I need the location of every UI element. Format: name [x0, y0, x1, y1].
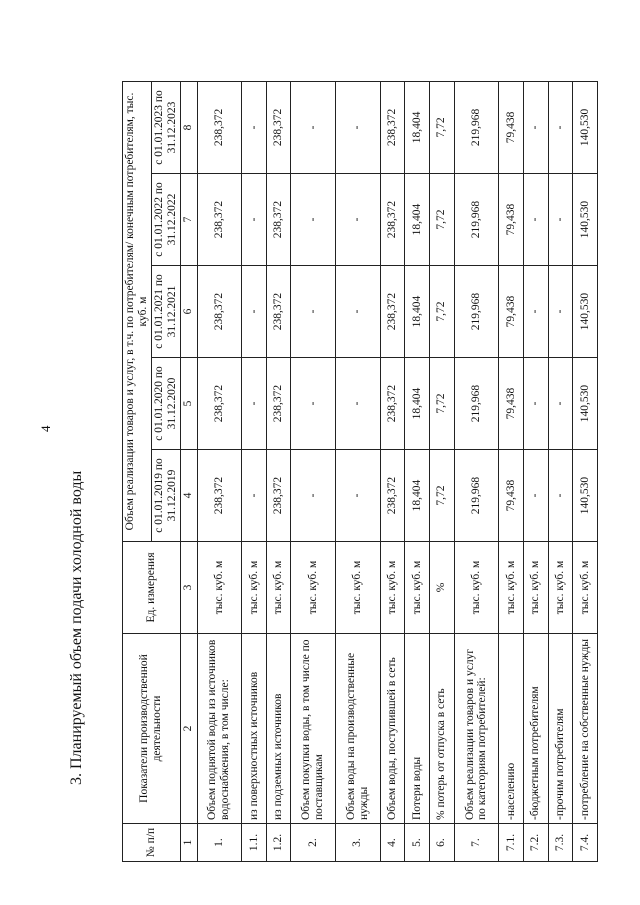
header-period: с 01.01.2021 по 31.12.2021: [151, 266, 180, 358]
row-value: 140,530: [573, 358, 598, 450]
row-value: 238,372: [197, 358, 242, 450]
row-unit: тыс. куб. м: [266, 542, 291, 634]
row-value: -: [548, 81, 573, 173]
row-name: -потребление на собственные нужды: [573, 634, 598, 824]
section-title: 3. Планируемый объем подачи холодной воды: [68, 470, 85, 785]
row-num: 7.3.: [548, 824, 573, 862]
row-name: из поверхностных источников: [242, 634, 267, 824]
row-name: Объем поднятой воды из источников водоснабжения, в том числе:: [197, 634, 242, 824]
row-value: -: [523, 81, 548, 173]
row-value: -: [548, 358, 573, 450]
row-value: 238,372: [380, 358, 405, 450]
column-index: 2: [180, 634, 197, 824]
row-value: -: [336, 358, 381, 450]
row-num: 3.: [336, 824, 381, 862]
column-index: 7: [180, 174, 197, 266]
row-unit: тыс. куб. м: [197, 542, 242, 634]
row-value: -: [242, 450, 267, 542]
column-index: 3: [180, 542, 197, 634]
table-row: [573, 81, 598, 861]
table-row: [380, 81, 405, 861]
row-value: 140,530: [573, 174, 598, 266]
row-value: -: [242, 266, 267, 358]
row-value: 238,372: [266, 450, 291, 542]
row-unit: %: [429, 542, 454, 634]
table-row: [523, 81, 548, 861]
row-value: 238,372: [380, 174, 405, 266]
table-row: [291, 81, 336, 861]
table-row: [336, 81, 381, 861]
row-value: 18,404: [405, 358, 430, 450]
row-unit: тыс. куб. м: [336, 542, 381, 634]
header-unit: Ед. измерения: [123, 542, 181, 634]
table-row: [266, 81, 291, 861]
row-value: -: [548, 450, 573, 542]
row-unit: тыс. куб. м: [242, 542, 267, 634]
table-row: [197, 81, 242, 861]
row-value: -: [291, 358, 336, 450]
row-value: -: [336, 450, 381, 542]
row-value: 140,530: [573, 450, 598, 542]
row-value: -: [523, 450, 548, 542]
row-unit: тыс. куб. м: [523, 542, 548, 634]
header-row-main: [123, 81, 152, 861]
page-number: 4: [38, 425, 53, 432]
row-value: -: [336, 174, 381, 266]
row-name: Объем воды, поступившей в сеть: [380, 634, 405, 824]
row-value: 7,72: [429, 450, 454, 542]
row-num: 7.1.: [499, 824, 524, 862]
row-value: -: [336, 266, 381, 358]
row-value: 238,372: [266, 81, 291, 173]
row-name: -бюджетным потребителям: [523, 634, 548, 824]
row-num: 7.2.: [523, 824, 548, 862]
row-value: -: [548, 174, 573, 266]
row-value: 238,372: [197, 266, 242, 358]
row-name: -населению: [499, 634, 524, 824]
row-name: Потери воды: [405, 634, 430, 824]
header-period: с 01.01.2023 по 31.12.2023: [151, 81, 180, 173]
column-index: 5: [180, 358, 197, 450]
row-value: -: [523, 358, 548, 450]
row-value: 18,404: [405, 266, 430, 358]
row-value: 219,968: [454, 358, 499, 450]
row-value: 79,438: [499, 81, 524, 173]
table-row: [499, 81, 524, 861]
row-value: 219,968: [454, 81, 499, 173]
row-num: 1.: [197, 824, 242, 862]
table-row: [548, 81, 573, 861]
row-value: 18,404: [405, 450, 430, 542]
row-name: % потерь от отпуска в сеть: [429, 634, 454, 824]
row-value: 238,372: [266, 266, 291, 358]
row-value: 219,968: [454, 450, 499, 542]
row-unit: тыс. куб. м: [380, 542, 405, 634]
header-num: № п/п: [123, 824, 181, 862]
table-row: [405, 81, 430, 861]
row-num: 1.2.: [266, 824, 291, 862]
row-value: 18,404: [405, 81, 430, 173]
row-value: -: [242, 174, 267, 266]
row-num: 1.1.: [242, 824, 267, 862]
row-name: Объем реализации товаров и услуг по категориям потребителей:: [454, 634, 499, 824]
row-value: 7,72: [429, 174, 454, 266]
row-value: 79,438: [499, 266, 524, 358]
row-value: -: [291, 450, 336, 542]
table-body: [197, 81, 598, 861]
row-value: -: [548, 266, 573, 358]
column-index: 4: [180, 450, 197, 542]
row-unit: тыс. куб. м: [454, 542, 499, 634]
row-value: 7,72: [429, 266, 454, 358]
column-index-row: [180, 81, 197, 861]
row-value: 238,372: [197, 450, 242, 542]
row-value: 7,72: [429, 358, 454, 450]
header-period: с 01.01.2019 по 31.12.2019: [151, 450, 180, 542]
row-value: 238,372: [380, 81, 405, 173]
row-value: -: [242, 81, 267, 173]
row-value: 18,404: [405, 174, 430, 266]
water-supply-table: [122, 81, 598, 862]
row-unit: тыс. куб. м: [548, 542, 573, 634]
row-num: 6.: [429, 824, 454, 862]
row-num: 2.: [291, 824, 336, 862]
row-name: Объем покупки воды, в том числе по поставщикам: [291, 634, 336, 824]
row-value: 140,530: [573, 81, 598, 173]
row-value: 79,438: [499, 358, 524, 450]
row-value: -: [291, 81, 336, 173]
row-unit: тыс. куб. м: [499, 542, 524, 634]
row-value: -: [242, 358, 267, 450]
row-value: 238,372: [197, 81, 242, 173]
row-value: -: [523, 266, 548, 358]
row-value: 140,530: [573, 266, 598, 358]
row-value: 219,968: [454, 174, 499, 266]
row-value: 238,372: [380, 266, 405, 358]
header-group: Объем реализации товаров и услуг, в т.ч. по потребителям/ конечным потребителям, тыс. куб. м: [123, 81, 152, 541]
row-value: 79,438: [499, 450, 524, 542]
row-value: 238,372: [266, 174, 291, 266]
row-value: 79,438: [499, 174, 524, 266]
header-period: с 01.01.2022 по 31.12.2022: [151, 174, 180, 266]
row-unit: тыс. куб. м: [291, 542, 336, 634]
row-value: -: [336, 81, 381, 173]
row-num: 7.: [454, 824, 499, 862]
row-name: Объем воды на производственные нужды: [336, 634, 381, 824]
table-row: [454, 81, 499, 861]
row-value: 238,372: [197, 174, 242, 266]
row-value: 7,72: [429, 81, 454, 173]
row-value: -: [291, 266, 336, 358]
row-unit: тыс. куб. м: [405, 542, 430, 634]
header-indicator: Показатели производственной деятельности: [123, 634, 181, 824]
table-row: [429, 81, 454, 861]
row-num: 4.: [380, 824, 405, 862]
row-value: -: [291, 174, 336, 266]
row-name: -прочим потребителям: [548, 634, 573, 824]
column-index: 1: [180, 824, 197, 862]
header-period: с 01.01.2020 по 31.12.2020: [151, 358, 180, 450]
row-value: 238,372: [380, 450, 405, 542]
row-num: 7.4.: [573, 824, 598, 862]
row-value: -: [523, 174, 548, 266]
row-name: из подземных источников: [266, 634, 291, 824]
row-num: 5.: [405, 824, 430, 862]
row-unit: тыс. куб. м: [573, 542, 598, 634]
table-row: [242, 81, 267, 861]
column-index: 8: [180, 81, 197, 173]
row-value: 238,372: [266, 358, 291, 450]
water-supply-table-container: [122, 82, 598, 862]
row-value: 219,968: [454, 266, 499, 358]
column-index: 6: [180, 266, 197, 358]
